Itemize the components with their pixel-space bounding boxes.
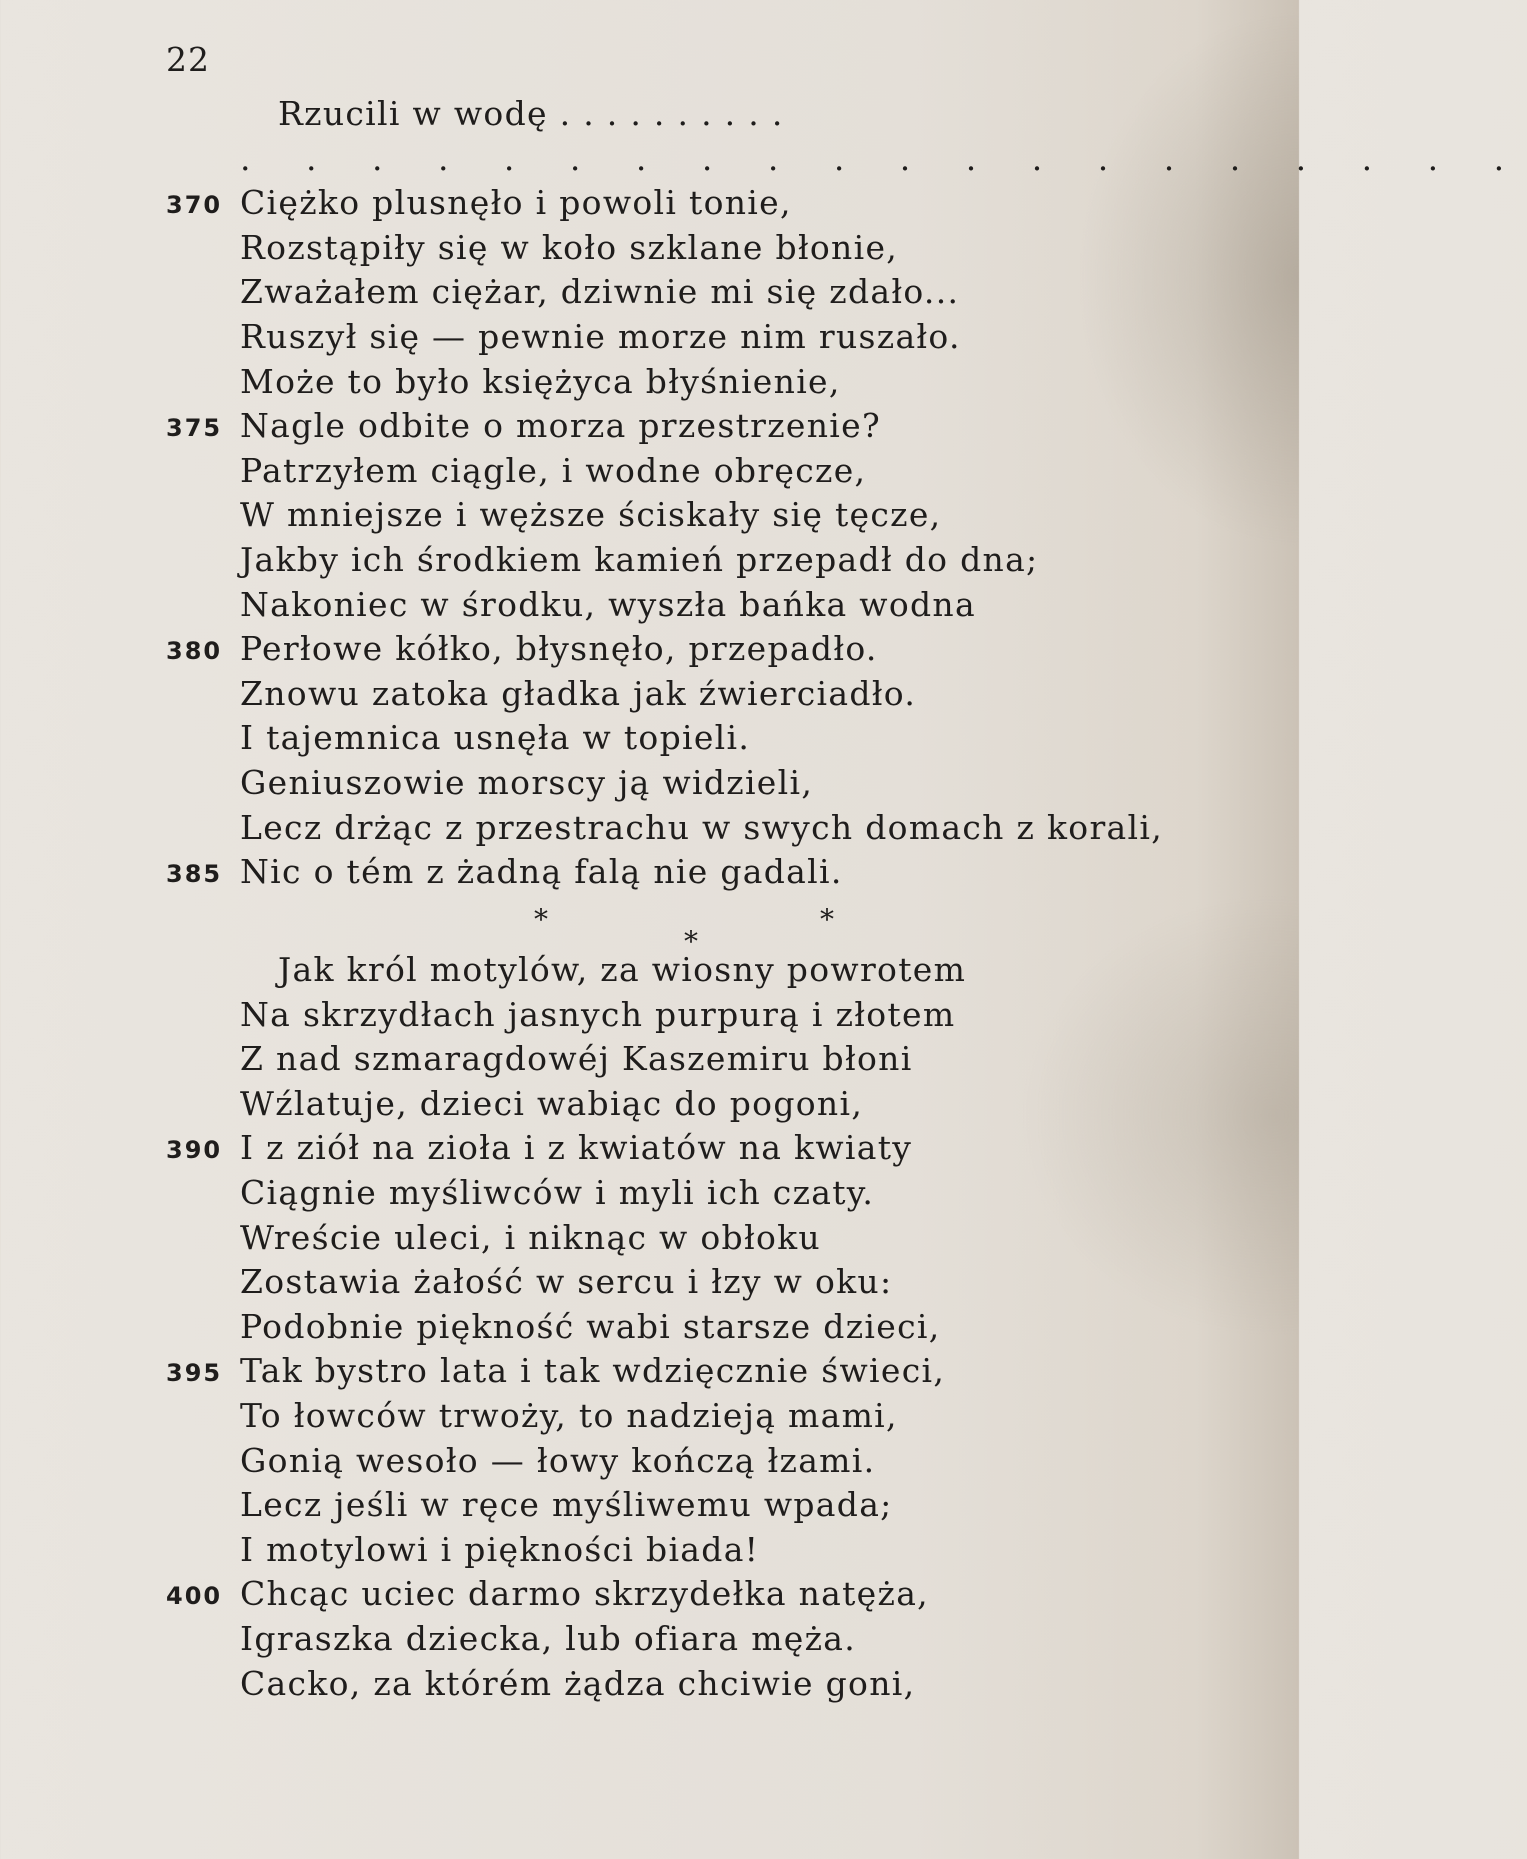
line-text: Zważałem ciężar, dziwnie mi się zdało... [240, 272, 960, 311]
line-text: Ciągnie myśliwców i myli ich czaty. [240, 1173, 875, 1212]
line-number: 385 [166, 860, 223, 888]
line-text: Tak bystro lata i tak wdzięcznie świeci, [240, 1351, 946, 1390]
line-text: Igraszka dziecka, lub ofiara męża. [240, 1619, 857, 1658]
line-text: I motylowi i piękności biada! [240, 1530, 760, 1569]
line-text: Lecz drżąc z przestrachu w swych domach z korali, [240, 808, 1164, 847]
line-number: 390 [166, 1136, 223, 1164]
line-text: Patrzyłem ciągle, i wodne obręcze, [240, 451, 867, 490]
line-text: Cacko, za którém żądza chciwie goni, [240, 1664, 916, 1703]
separator-star: * [820, 903, 834, 936]
section-separator [0, 903, 1299, 958]
line-text: To łowców trwoży, to nadzieją mami, [240, 1396, 898, 1435]
line-number: 370 [166, 191, 223, 219]
line-number: 395 [166, 1359, 223, 1387]
line-text: Jak król motylów, za wiosny powrotem [278, 950, 967, 989]
line-number: 400 [166, 1582, 223, 1610]
line-text: Nakoniec w środku, wyszła bańka wodna [240, 585, 976, 624]
line-text: Na skrzydłach jasnych purpurą i złotem [240, 995, 956, 1034]
line-text: Gonią wesoło — łowy kończą łzami. [240, 1441, 876, 1480]
line-text: Może to było księżyca błyśnienie, [240, 362, 841, 401]
line-text: Chcąc uciec darmo skrzydełka natęża, [240, 1574, 929, 1613]
line-text: Znowu zatoka gładka jak źwierciadło. [240, 674, 917, 713]
line-text: Nagle odbite o morza przestrzenie? [240, 406, 881, 445]
line-text: Nic o tém z żadną falą nie gadali. [240, 852, 843, 891]
line-text: Wźlatuje, dzieci wabiąc do pogoni, [240, 1084, 864, 1123]
separator-star: * [684, 925, 698, 958]
line-text: I tajemnica usnęła w topieli. [240, 718, 751, 757]
line-text: I z ziół na zioła i z kwiatów na kwiaty [240, 1128, 913, 1167]
line-number: 380 [166, 637, 223, 665]
line-text: Rzucili w wodę . . . . . . . . . . [278, 94, 784, 133]
page-number: 22 [166, 40, 210, 79]
line-text: Ruszył się — pewnie morze nim ruszało. [240, 317, 961, 356]
line-text: Zostawia żałość w sercu i łzy w oku: [240, 1262, 893, 1301]
line-text: Perłowe kółko, błysnęło, przepadło. [240, 629, 878, 668]
line-text: Ciężko plusnęło i powoli tonie, [240, 183, 792, 222]
line-text: Lecz jeśli w ręce myśliwemu wpada; [240, 1485, 893, 1524]
line-text: . . . . . . . . . . . . . . . . . . . . [240, 139, 1527, 178]
line-text: Geniuszowie morscy ją widzieli, [240, 763, 814, 802]
line-text: Jakby ich środkiem kamień przepadł do dna; [240, 540, 1039, 579]
line-text: Podobnie piękność wabi starsze dzieci, [240, 1307, 941, 1346]
line-text: W mniejsze i węższe ściskały się tęcze, [240, 495, 942, 534]
line-text: Rozstąpiły się w koło szklane błonie, [240, 228, 899, 267]
line-text: Z nad szmaragdowéj Kaszemiru błoni [240, 1039, 913, 1078]
line-text: Wreście uleci, i niknąc w obłoku [240, 1218, 821, 1257]
line-number: 375 [166, 414, 223, 442]
separator-star: * [534, 903, 548, 936]
